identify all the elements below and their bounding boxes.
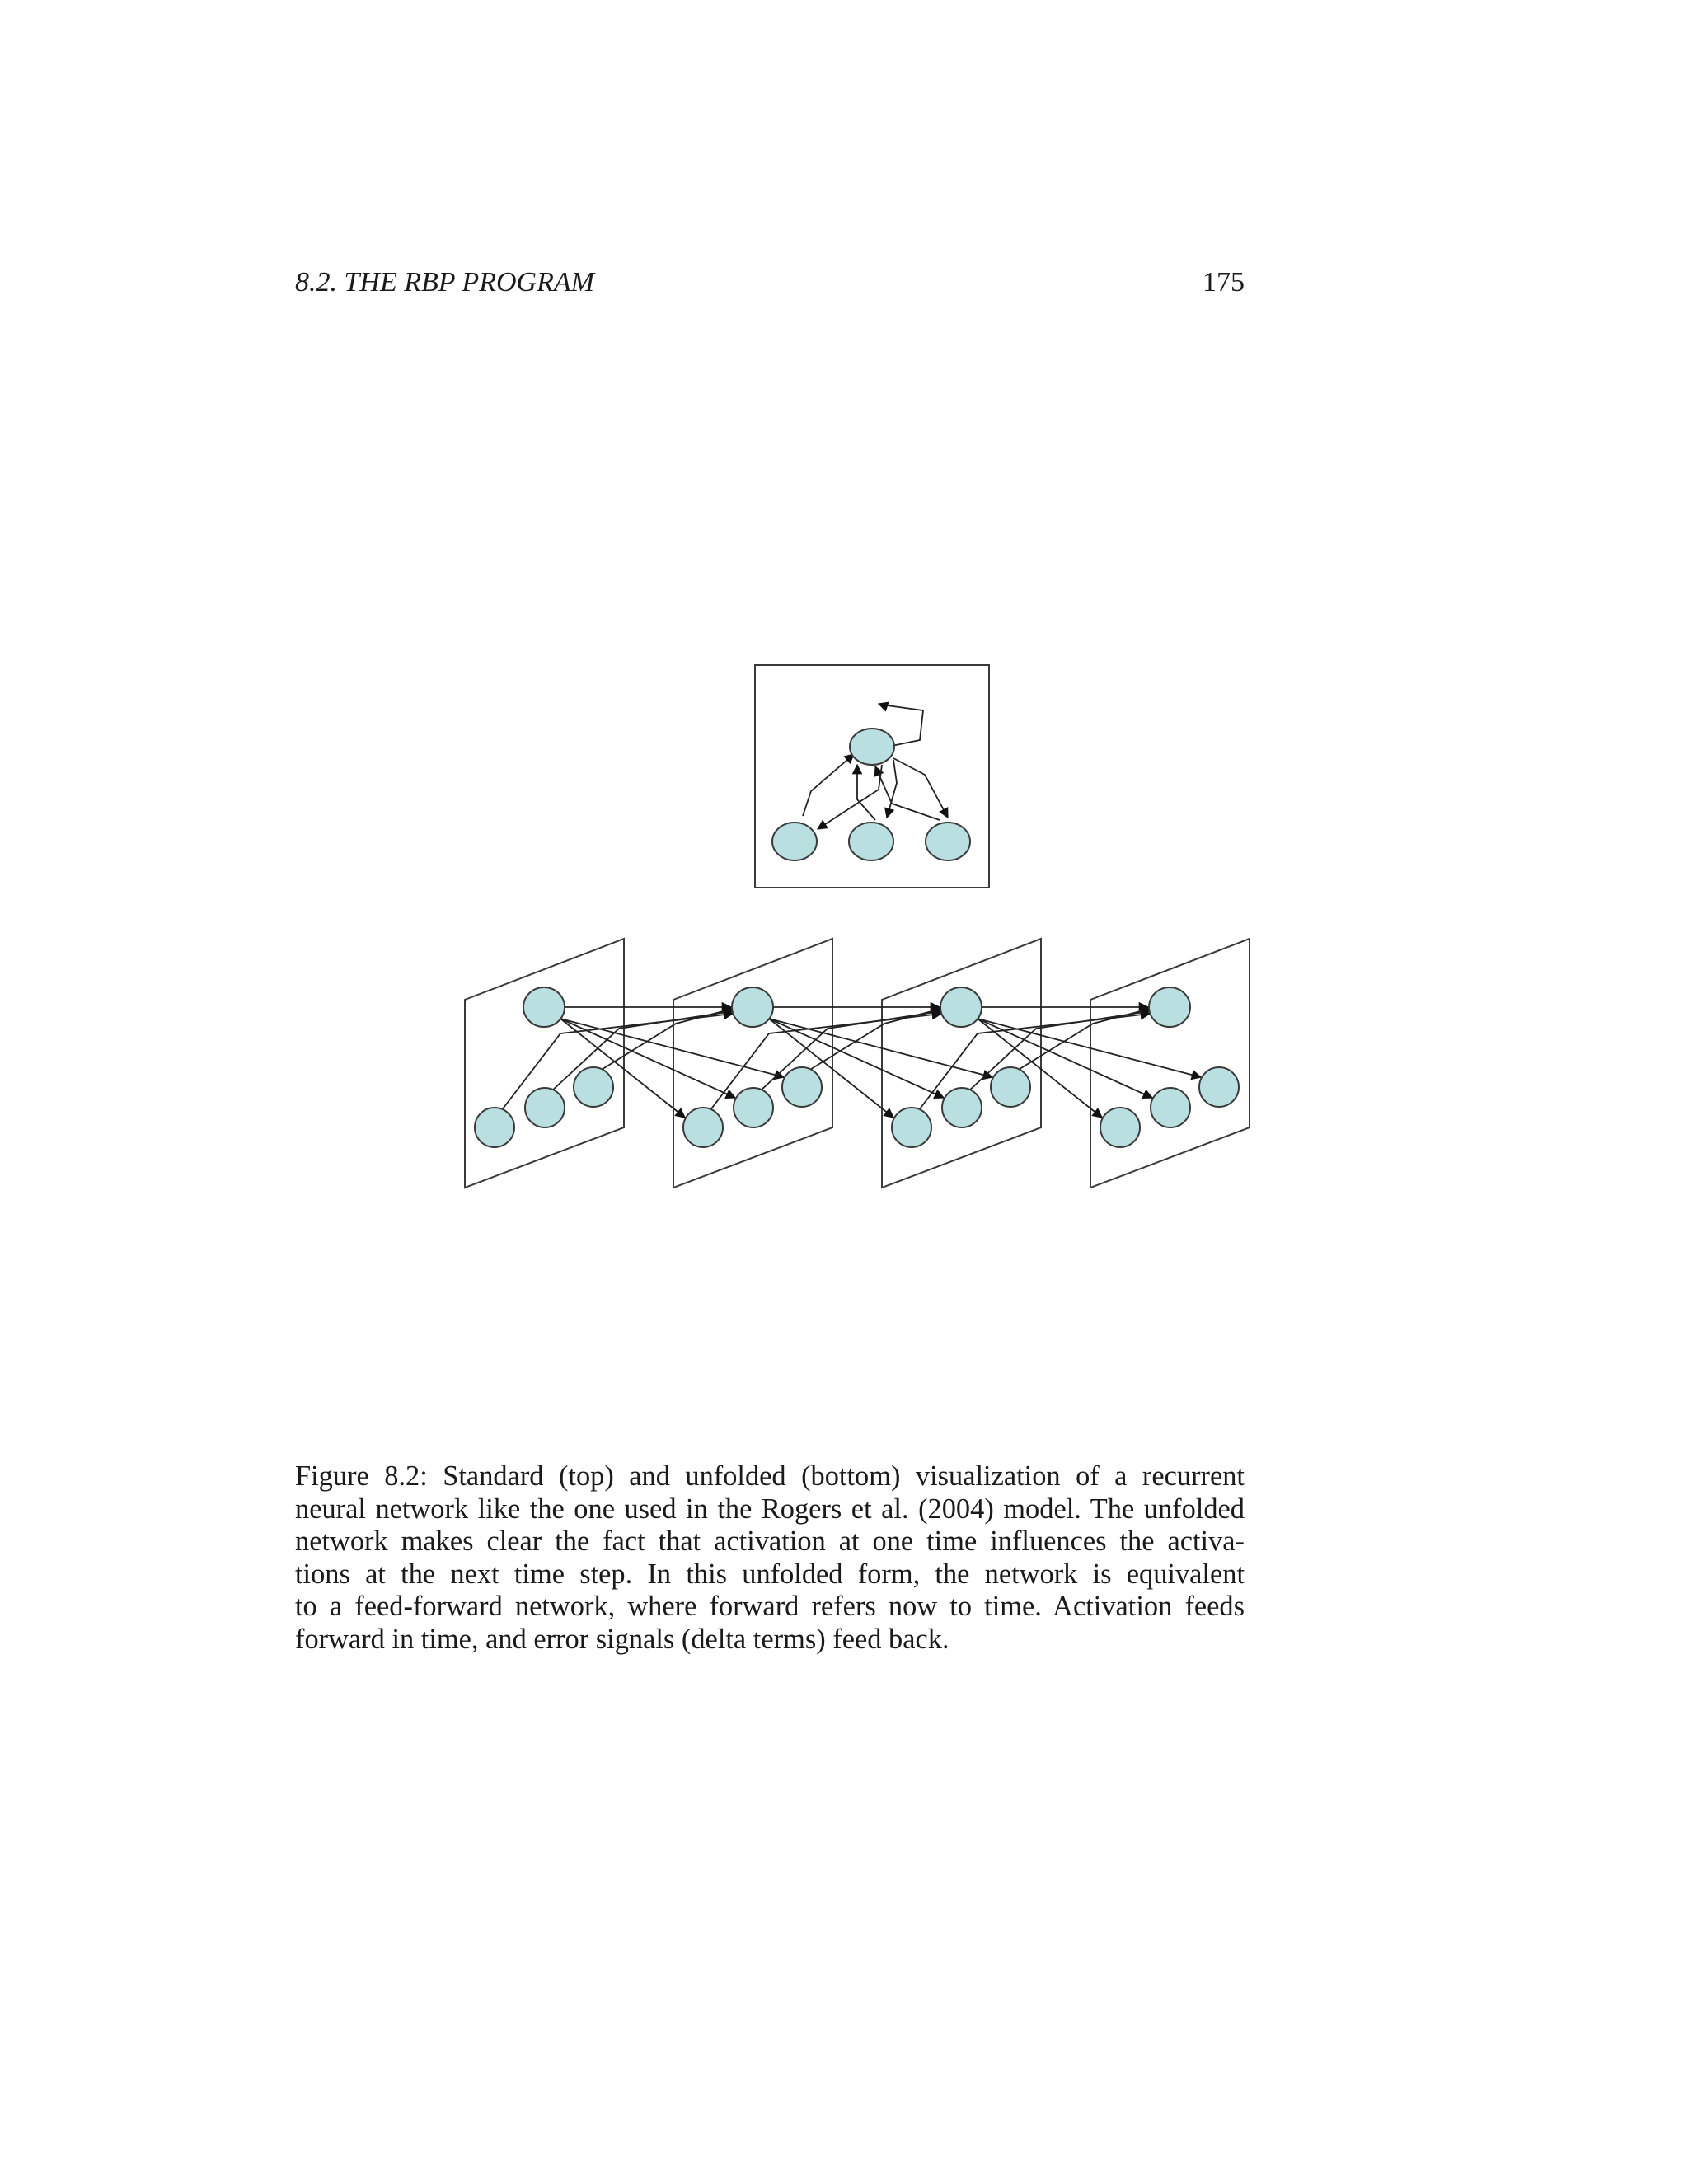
connection-input2-hidden bbox=[857, 765, 875, 820]
input-unit-3-t4 bbox=[1199, 1067, 1239, 1107]
caption-line: to a feed-forward network, where forward refers now to time. Activation feeds bbox=[295, 1591, 1245, 1622]
connection-hidden-input3 bbox=[893, 758, 948, 818]
input-unit-2-t4 bbox=[1151, 1088, 1190, 1127]
input-unit-1-t2 bbox=[683, 1108, 723, 1147]
hidden-unit-t2 bbox=[732, 987, 773, 1027]
connection-hidden-input2 bbox=[887, 760, 897, 818]
caption-line: Figure 8.2: Standard (top) and unfolded (bottom) visualization of a recurrent bbox=[295, 1460, 1245, 1492]
input-unit-1-t3 bbox=[892, 1108, 931, 1147]
connection-input1-hidden bbox=[803, 754, 854, 816]
time-step-panel-4 bbox=[1090, 939, 1250, 1188]
unfolded-network bbox=[465, 939, 1250, 1188]
input-unit-3-t1 bbox=[574, 1067, 613, 1107]
standard-hidden-unit bbox=[850, 729, 894, 765]
connection-input-3-hidden bbox=[1017, 1009, 1150, 1071]
page-number: 175 bbox=[1203, 267, 1245, 298]
caption-line: forward in time, and error signals (delta terms) feed back. bbox=[295, 1623, 950, 1655]
figure-caption bbox=[295, 1460, 1245, 1656]
time-step-panel-1 bbox=[465, 939, 624, 1188]
caption-line: network makes clear the fact that activation at one time influences the activa- bbox=[295, 1526, 1245, 1557]
time-step-panel-3 bbox=[882, 939, 1041, 1188]
standard-input-unit-2 bbox=[849, 823, 893, 860]
connection-hidden-input-1 bbox=[978, 1019, 1102, 1118]
hidden-unit-t3 bbox=[940, 987, 982, 1027]
standard-input-unit-3 bbox=[926, 823, 970, 860]
hidden-unit-t4 bbox=[1149, 987, 1190, 1027]
time-step-panel-2 bbox=[673, 939, 832, 1188]
connection-hidden-input-1 bbox=[560, 1019, 685, 1118]
connection-input-3-hidden bbox=[600, 1009, 733, 1071]
connection-hidden-input1 bbox=[818, 765, 882, 829]
caption-line: tions at the next time step. In this unfolded form, the network is equivalent bbox=[295, 1558, 1245, 1590]
input-unit-2-t1 bbox=[525, 1088, 565, 1127]
input-unit-2-t2 bbox=[734, 1088, 773, 1127]
section-title: 8.2. THE RBP PROGRAM bbox=[295, 267, 594, 298]
connection-input-3-hidden bbox=[809, 1009, 941, 1071]
input-unit-1-t4 bbox=[1100, 1108, 1140, 1147]
standard-input-unit-1 bbox=[772, 823, 817, 860]
connection-input3-hidden bbox=[875, 766, 940, 820]
caption-line: neural network like the one used in the Rogers et al. (2004) model. The unfolded bbox=[295, 1493, 1245, 1525]
input-unit-1-t1 bbox=[475, 1108, 514, 1147]
input-unit-3-t2 bbox=[782, 1067, 822, 1107]
input-unit-3-t3 bbox=[991, 1067, 1030, 1107]
standard-network bbox=[755, 665, 989, 888]
connection-hidden-input-1 bbox=[769, 1019, 893, 1118]
hidden-unit-t1 bbox=[523, 987, 565, 1027]
input-unit-2-t3 bbox=[942, 1088, 982, 1127]
